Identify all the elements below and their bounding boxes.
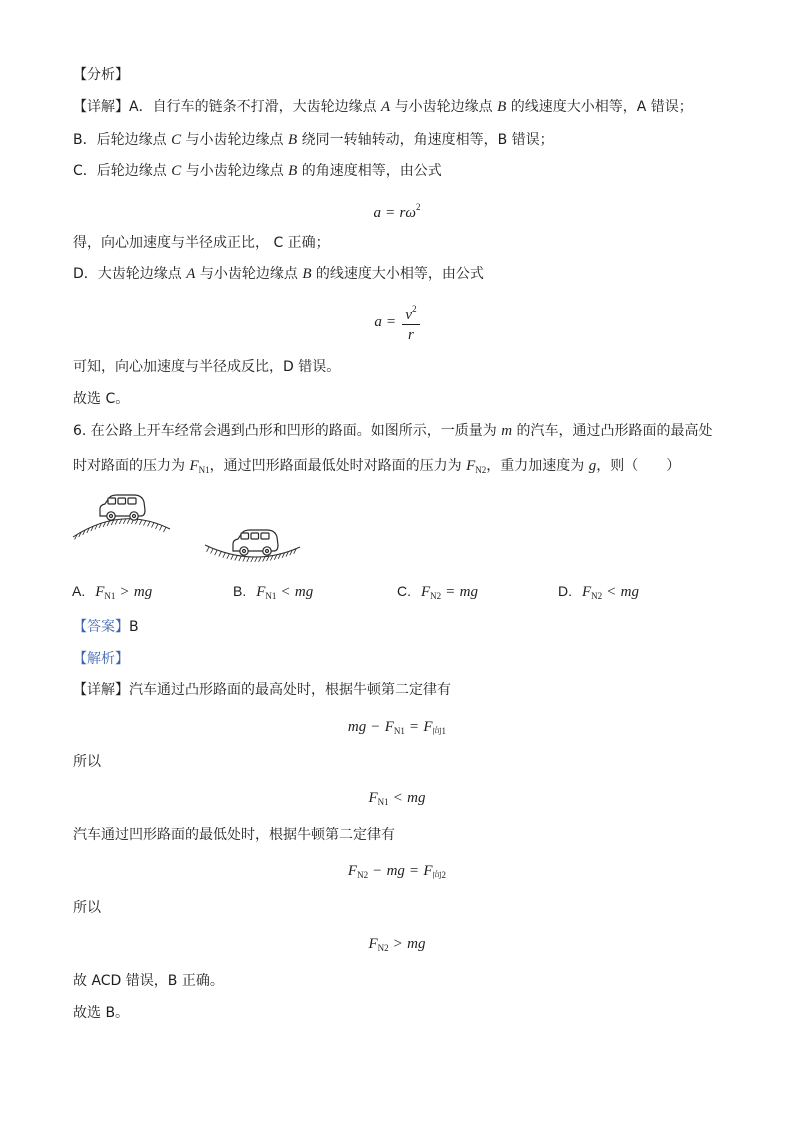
force-var: F [423,863,433,879]
solution-line-1 [73,680,451,700]
question-line-2 [73,456,680,476]
denominator-var: r [408,326,414,343]
eq-term: mg [407,790,426,806]
convex-road-curve [73,519,170,537]
point-label: A [381,99,391,115]
force-var: F [384,719,394,735]
answer-options [0,581,794,601]
fraction-numerator [402,301,419,325]
point-label: C [171,163,182,179]
point-label: B [497,99,507,115]
force-subscript: N1 [198,465,210,475]
question-line-1 [73,421,713,441]
detail-label: 【详解】 [73,99,129,115]
text-segment: 时对路面的压力为 [73,458,190,474]
eq-term: mg [386,863,405,879]
formula-a-v-squared-over-r [0,302,794,342]
text-segment: A．自行车的链条不打滑，大齿轮边缘点 [129,99,382,115]
option-letter: D. [558,583,572,599]
force-var: F [189,458,199,474]
text-segment: 绕同一转轴转动，角速度相等，B 错误； [297,132,554,148]
detail-line-c [73,161,442,181]
formula-lhs: a [374,313,382,330]
point-label: B [288,163,298,179]
car-on-hump-icon [100,495,145,520]
text-segment: ，则（ ） [596,458,681,474]
numerator-exponent: 2 [412,303,417,314]
point-label: A [186,266,196,282]
text-segment: ，通过凹形路面最低处时对路面的压力为 [209,458,467,474]
text-segment: C．后轮边缘点 [73,163,172,179]
point-label: B [302,266,312,282]
detail-line-c2: 得，向心加速度与半径成正比， C 正确； [73,235,330,251]
equation-concave [0,860,794,882]
force-subscript: N1 [265,591,277,601]
text-segment: 的线速度大小相等，A 错误； [506,99,693,115]
eq-term: mg [347,719,367,735]
force-subscript: N1 [377,797,389,807]
force-subscript: N2 [475,465,487,475]
force-var: F [423,719,433,735]
force-subscript: N2 [357,870,369,880]
option-rhs: mg [459,584,478,600]
choice-line: 故选 C。 [73,391,130,407]
formula-a-r-omega [0,196,794,221]
force-subscript: N1 [104,591,116,601]
text-segment: 汽车通过凸形路面的最高处时，根据牛顿第二定律有 [129,682,451,698]
analysis-heading: 【分析】 [73,67,129,83]
text-segment: 6. 在公路上开车经常会遇到凸形和凹形的路面。如图所示，一质量为 [73,423,502,439]
force-subscript: N2 [591,591,603,601]
detail-line-d [73,264,484,284]
force-subscript: N2 [377,943,389,953]
answer-value: B [129,619,139,635]
point-label: B [287,132,298,148]
eq-op: < [393,790,403,806]
road-cars-figure [70,490,310,565]
relation: < [607,584,616,600]
formula-op: = [386,313,396,330]
option-c [397,581,478,601]
force-var: F [466,458,476,474]
answer-label: 【答案】 [73,619,129,635]
eq-op: = [409,719,419,735]
eq-op: = [409,863,419,879]
equation-convex [0,716,794,738]
relation: < [281,584,290,600]
force-var: F [95,584,105,600]
force-subscript: 向2 [432,870,447,880]
conclusion-line: 故 ACD 错误，B 正确。 [73,973,224,989]
therefore-line: 所以 [73,900,101,916]
solution-heading: 【解析】 [73,651,129,667]
text-segment: ，重力加速度为 [486,458,589,474]
formula-exponent: 2 [415,202,421,212]
fraction [402,301,419,344]
text-segment: 的角速度相等，由公式 [297,163,442,179]
text-segment: 的线速度大小相等，由公式 [311,266,484,282]
fraction-denominator [408,325,414,344]
text-segment: D．大齿轮边缘点 [73,266,187,282]
option-b [233,581,313,601]
therefore-line: 所以 [73,754,101,770]
text-segment: 与小齿轮边缘点 [195,266,303,282]
answer-line [73,617,139,637]
option-d [558,581,639,601]
car-in-dip-icon [233,530,278,555]
text-segment: 与小齿轮边缘点 [181,163,289,179]
detail-line-d2: 可知，向心加速度与半径成反比，D 错误。 [73,359,341,375]
detail-line-b [73,130,554,150]
force-var: F [347,863,358,879]
solution-line-2: 汽车通过凹形路面的最低处时，根据牛顿第二定律有 [73,827,395,843]
relation: > [120,584,129,600]
eq-op: > [393,936,403,952]
option-letter: B. [233,583,247,599]
text-segment: B．后轮边缘点 [73,132,172,148]
mass-var: m [501,423,513,439]
option-rhs: mg [620,584,639,600]
eq-op: − [373,863,382,879]
option-letter: C. [397,583,411,599]
numerator-var: v [405,306,413,323]
inequality-convex [0,787,794,809]
detail-line-a [73,97,693,117]
formula-rhs: rω [399,205,416,221]
option-a [72,581,152,601]
force-var: F [368,936,378,952]
option-rhs: mg [133,584,153,600]
text-segment: 的汽车，通过凸形路面的最高处 [512,423,713,439]
gravity-var: g [588,458,597,474]
eq-op: − [371,719,380,735]
detail-label: 【详解】 [73,682,129,698]
force-var: F [421,584,431,600]
point-label: C [171,132,182,148]
text-segment: 与小齿轮边缘点 [181,132,288,148]
option-letter: A. [72,583,86,599]
force-subscript: N1 [393,726,405,736]
force-subscript: 向1 [432,726,447,736]
eq-term: mg [407,936,426,952]
formula-lhs: a [373,205,382,221]
force-var: F [368,790,378,806]
force-var: F [582,584,592,600]
force-var: F [256,584,266,600]
force-subscript: N2 [430,591,442,601]
text-segment: 与小齿轮边缘点 [390,99,498,115]
option-rhs: mg [294,584,314,600]
choice-line: 故选 B。 [73,1005,130,1021]
relation: = [446,584,455,600]
inequality-concave [0,933,794,955]
formula-op: = [386,205,395,221]
